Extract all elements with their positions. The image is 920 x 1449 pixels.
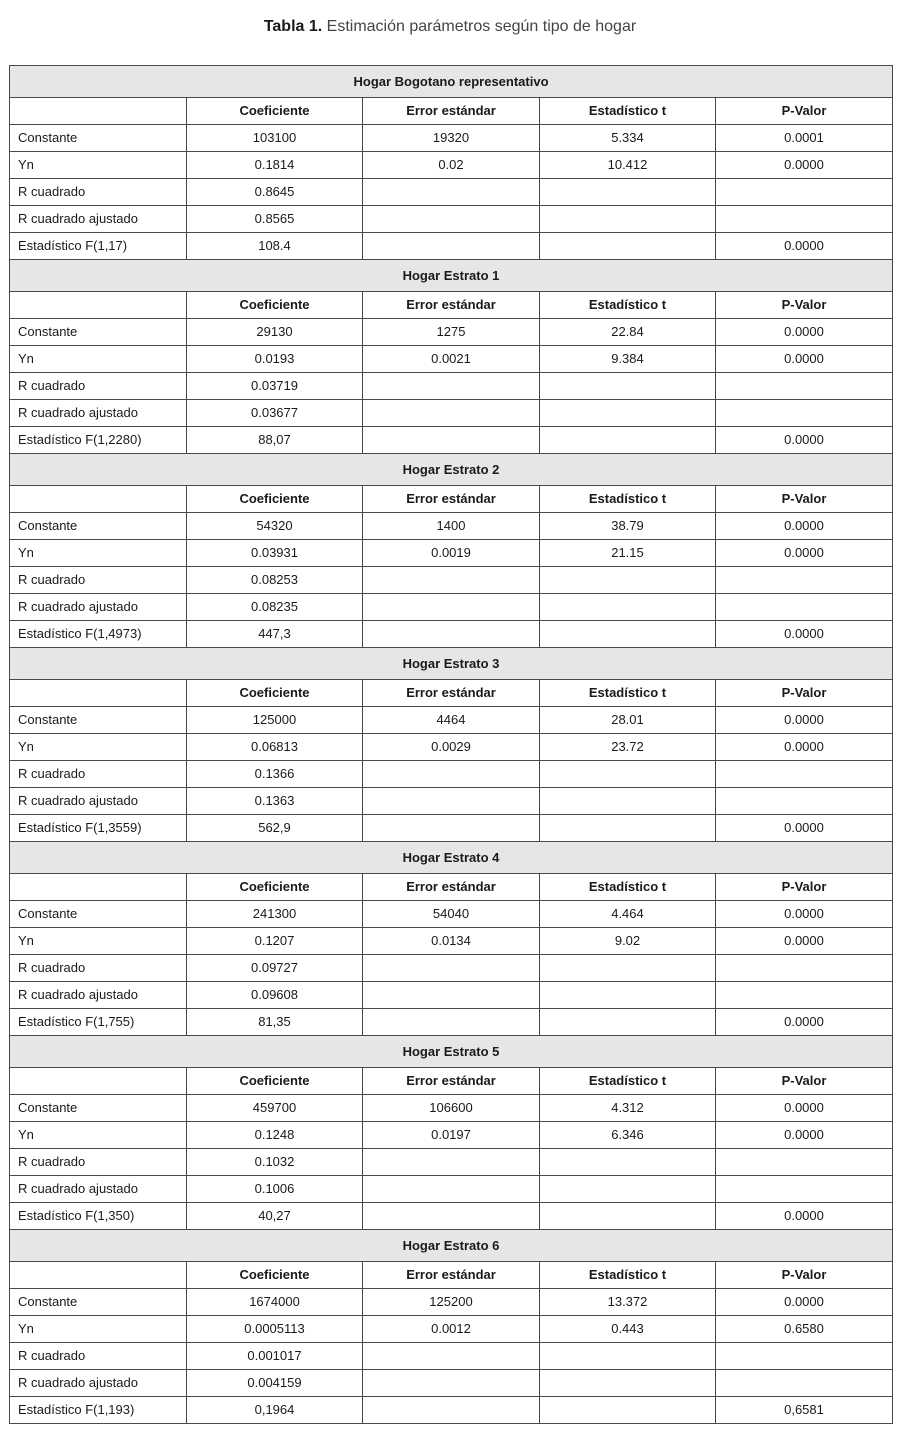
estadistico-t-cell [540,955,716,982]
p-valor-cell [716,400,893,427]
p-valor-cell: 0.0000 [716,1122,893,1149]
p-valor-cell: 0.0000 [716,346,893,373]
row-label: R cuadrado [10,179,187,206]
estadistico-t-cell [540,206,716,233]
estadistico-t-cell: 4.464 [540,901,716,928]
row-label: Constante [10,1289,187,1316]
estadistico-t-cell: 0.443 [540,1316,716,1343]
estadistico-t-cell [540,179,716,206]
coeficiente-cell: 0.03677 [187,400,363,427]
coeficiente-cell: 0,1964 [187,1397,363,1424]
table-row [10,1176,893,1203]
error-estandar-cell [363,206,540,233]
estadistico-t-cell [540,815,716,842]
error-estandar-cell: 1400 [363,513,540,540]
estadistico-t-cell: 21.15 [540,540,716,567]
row-label: R cuadrado ajustado [10,594,187,621]
table-row [10,1149,893,1176]
row-label: Yn [10,1122,187,1149]
coeficiente-cell: 0.09608 [187,982,363,1009]
coeficiente-cell: 0.1363 [187,788,363,815]
p-valor-cell: 0.0000 [716,1289,893,1316]
estadistico-t-cell: 13.372 [540,1289,716,1316]
header-blank [10,874,187,901]
header-p-valor: P-Valor [716,486,893,513]
row-label: R cuadrado [10,1149,187,1176]
error-estandar-cell [363,1203,540,1230]
p-valor-cell [716,1370,893,1397]
table-row [10,373,893,400]
p-valor-cell: 0.0000 [716,540,893,567]
table-row [10,233,893,260]
estadistico-t-cell [540,567,716,594]
row-label: R cuadrado ajustado [10,1176,187,1203]
p-valor-cell: 0,6581 [716,1397,893,1424]
header-estadistico-t: Estadístico t [540,680,716,707]
error-estandar-cell: 0.0019 [363,540,540,567]
header-blank [10,486,187,513]
estadistico-t-cell [540,594,716,621]
header-p-valor: P-Valor [716,1262,893,1289]
header-coeficiente: Coeficiente [187,874,363,901]
row-label: R cuadrado [10,567,187,594]
coeficiente-cell: 103100 [187,125,363,152]
table-caption-text: Estimación parámetros según tipo de hogar [326,18,637,35]
row-label: R cuadrado [10,373,187,400]
table-row [10,928,893,955]
table-row [10,400,893,427]
header-estadistico-t: Estadístico t [540,292,716,319]
section-header-row [10,842,893,874]
table-row [10,761,893,788]
row-label: Estadístico F(1,755) [10,1009,187,1036]
p-valor-cell [716,567,893,594]
row-label: Estadístico F(1,350) [10,1203,187,1230]
row-label: Yn [10,152,187,179]
section-title: Hogar Estrato 1 [10,260,893,292]
table-row [10,1370,893,1397]
header-error-estandar: Error estándar [363,486,540,513]
error-estandar-cell: 125200 [363,1289,540,1316]
coeficiente-cell: 81,35 [187,1009,363,1036]
table-row [10,346,893,373]
section-title: Hogar Estrato 5 [10,1036,893,1068]
p-valor-cell: 0.0000 [716,513,893,540]
estadistico-t-cell [540,1343,716,1370]
error-estandar-cell [363,815,540,842]
row-label: Constante [10,901,187,928]
coeficiente-cell: 108.4 [187,233,363,260]
estadistico-t-cell: 9.02 [540,928,716,955]
header-estadistico-t: Estadístico t [540,486,716,513]
table-row [10,1289,893,1316]
section-header-row [10,1230,893,1262]
coeficiente-cell: 0.8565 [187,206,363,233]
row-label: Constante [10,707,187,734]
estadistico-t-cell: 4.312 [540,1095,716,1122]
section-title: Hogar Estrato 6 [10,1230,893,1262]
table-row [10,955,893,982]
row-label: R cuadrado [10,761,187,788]
coeficiente-cell: 0.1248 [187,1122,363,1149]
error-estandar-cell: 0.02 [363,152,540,179]
row-label: Yn [10,928,187,955]
header-blank [10,1262,187,1289]
coeficiente-cell: 88,07 [187,427,363,454]
table-row [10,152,893,179]
estadistico-t-cell: 38.79 [540,513,716,540]
coeficiente-cell: 0.1032 [187,1149,363,1176]
section-header-row [10,1036,893,1068]
header-error-estandar: Error estándar [363,680,540,707]
table-row [10,1397,893,1424]
coeficiente-cell: 0.8645 [187,179,363,206]
row-label: R cuadrado ajustado [10,788,187,815]
table-row [10,982,893,1009]
coeficiente-cell: 0.1207 [187,928,363,955]
coeficiente-cell: 0.0193 [187,346,363,373]
row-label: R cuadrado ajustado [10,206,187,233]
coeficiente-cell: 241300 [187,901,363,928]
p-valor-cell [716,788,893,815]
header-blank [10,1068,187,1095]
table-row [10,1203,893,1230]
row-label: R cuadrado ajustado [10,400,187,427]
row-label: Yn [10,346,187,373]
p-valor-cell: 0.0000 [716,233,893,260]
p-valor-cell [716,982,893,1009]
column-header-row [10,98,893,125]
estadistico-t-cell [540,427,716,454]
header-coeficiente: Coeficiente [187,98,363,125]
estadistico-t-cell [540,761,716,788]
p-valor-cell: 0.0000 [716,1095,893,1122]
estadistico-t-cell [540,1149,716,1176]
header-blank [10,292,187,319]
error-estandar-cell: 0.0029 [363,734,540,761]
header-error-estandar: Error estándar [363,292,540,319]
row-label: Constante [10,1095,187,1122]
section-title: Hogar Estrato 2 [10,454,893,486]
row-label: R cuadrado [10,1343,187,1370]
header-error-estandar: Error estándar [363,98,540,125]
section-title: Hogar Estrato 3 [10,648,893,680]
estadistico-t-cell: 9.384 [540,346,716,373]
table-row [10,427,893,454]
table-row [10,1095,893,1122]
header-coeficiente: Coeficiente [187,1068,363,1095]
row-label: Estadístico F(1,2280) [10,427,187,454]
table-row [10,1009,893,1036]
coeficiente-cell: 0.06813 [187,734,363,761]
section-header-row [10,260,893,292]
coeficiente-cell: 0.08235 [187,594,363,621]
p-valor-cell [716,373,893,400]
coeficiente-cell: 0.1814 [187,152,363,179]
column-header-row [10,486,893,513]
table-caption [0,17,900,37]
error-estandar-cell [363,761,540,788]
error-estandar-cell [363,955,540,982]
column-header-row [10,1262,893,1289]
estadistico-t-cell [540,1009,716,1036]
row-label: R cuadrado ajustado [10,1370,187,1397]
table-row [10,540,893,567]
error-estandar-cell: 4464 [363,707,540,734]
coeficiente-cell: 54320 [187,513,363,540]
p-valor-cell: 0.0000 [716,1203,893,1230]
coeficiente-cell: 562,9 [187,815,363,842]
error-estandar-cell [363,179,540,206]
error-estandar-cell [363,982,540,1009]
p-valor-cell [716,179,893,206]
table-row [10,1316,893,1343]
estadistico-t-cell [540,1370,716,1397]
row-label: Estadístico F(1,4973) [10,621,187,648]
coeficiente-cell: 0.1366 [187,761,363,788]
header-estadistico-t: Estadístico t [540,98,716,125]
coeficiente-cell: 0.1006 [187,1176,363,1203]
section-title: Hogar Bogotano representativo [10,66,893,98]
p-valor-cell: 0.0000 [716,815,893,842]
p-valor-cell: 0.0000 [716,621,893,648]
header-error-estandar: Error estándar [363,874,540,901]
table-row [10,621,893,648]
p-valor-cell [716,594,893,621]
table-row [10,567,893,594]
coeficiente-cell: 1674000 [187,1289,363,1316]
row-label: Constante [10,513,187,540]
estadistico-t-cell [540,1397,716,1424]
estadistico-t-cell [540,621,716,648]
error-estandar-cell [363,1149,540,1176]
table-row [10,319,893,346]
table-row [10,206,893,233]
section-header-row [10,648,893,680]
estadistico-t-cell [540,982,716,1009]
estadistico-t-cell [540,788,716,815]
row-label: Constante [10,319,187,346]
row-label: Estadístico F(1,3559) [10,815,187,842]
table-body [10,66,893,1424]
table-row [10,125,893,152]
coeficiente-cell: 0.09727 [187,955,363,982]
error-estandar-cell [363,1397,540,1424]
error-estandar-cell [363,1343,540,1370]
row-label: Yn [10,540,187,567]
header-estadistico-t: Estadístico t [540,1068,716,1095]
row-label: Estadístico F(1,17) [10,233,187,260]
error-estandar-cell: 19320 [363,125,540,152]
p-valor-cell [716,206,893,233]
table-row [10,901,893,928]
p-valor-cell: 0.0000 [716,427,893,454]
error-estandar-cell [363,567,540,594]
header-coeficiente: Coeficiente [187,1262,363,1289]
error-estandar-cell [363,594,540,621]
header-p-valor: P-Valor [716,874,893,901]
table-row [10,513,893,540]
header-coeficiente: Coeficiente [187,680,363,707]
p-valor-cell: 0.0000 [716,319,893,346]
error-estandar-cell [363,788,540,815]
table-row [10,815,893,842]
estadistico-t-cell: 28.01 [540,707,716,734]
error-estandar-cell: 0.0012 [363,1316,540,1343]
table-row [10,734,893,761]
header-p-valor: P-Valor [716,292,893,319]
p-valor-cell: 0.0000 [716,734,893,761]
row-label: R cuadrado ajustado [10,982,187,1009]
header-error-estandar: Error estándar [363,1068,540,1095]
row-label: Estadístico F(1,193) [10,1397,187,1424]
section-title: Hogar Estrato 4 [10,842,893,874]
coeficiente-cell: 125000 [187,707,363,734]
p-valor-cell: 0.6580 [716,1316,893,1343]
header-error-estandar: Error estándar [363,1262,540,1289]
section-header-row [10,66,893,98]
estadistico-t-cell [540,233,716,260]
coeficiente-cell: 0.08253 [187,567,363,594]
header-p-valor: P-Valor [716,680,893,707]
p-valor-cell [716,1343,893,1370]
estadistico-t-cell: 10.412 [540,152,716,179]
error-estandar-cell [363,373,540,400]
coeficiente-cell: 459700 [187,1095,363,1122]
error-estandar-cell [363,1370,540,1397]
error-estandar-cell: 1275 [363,319,540,346]
header-estadistico-t: Estadístico t [540,1262,716,1289]
estadistico-t-cell [540,400,716,427]
table-row [10,707,893,734]
p-valor-cell [716,1176,893,1203]
p-valor-cell [716,761,893,788]
estadistico-t-cell [540,1203,716,1230]
p-valor-cell [716,955,893,982]
error-estandar-cell [363,621,540,648]
p-valor-cell: 0.0001 [716,125,893,152]
error-estandar-cell: 54040 [363,901,540,928]
row-label: Yn [10,734,187,761]
estadistico-t-cell: 22.84 [540,319,716,346]
coeficiente-cell: 40,27 [187,1203,363,1230]
p-valor-cell: 0.0000 [716,1009,893,1036]
coeficiente-cell: 0.03719 [187,373,363,400]
header-coeficiente: Coeficiente [187,292,363,319]
error-estandar-cell [363,400,540,427]
row-label: R cuadrado [10,955,187,982]
table-row [10,1122,893,1149]
coeficiente-cell: 0.03931 [187,540,363,567]
parameter-estimates-table [9,65,893,1424]
header-blank [10,680,187,707]
column-header-row [10,874,893,901]
table-row [10,594,893,621]
header-p-valor: P-Valor [716,1068,893,1095]
error-estandar-cell [363,1009,540,1036]
header-coeficiente: Coeficiente [187,486,363,513]
estadistico-t-cell: 23.72 [540,734,716,761]
section-header-row [10,454,893,486]
estadistico-t-cell [540,1176,716,1203]
coeficiente-cell: 447,3 [187,621,363,648]
row-label: Constante [10,125,187,152]
error-estandar-cell [363,427,540,454]
error-estandar-cell: 0.0197 [363,1122,540,1149]
table-caption-label: Tabla 1. [263,18,323,35]
coeficiente-cell: 0.004159 [187,1370,363,1397]
table-row [10,788,893,815]
column-header-row [10,680,893,707]
header-p-valor: P-Valor [716,98,893,125]
coeficiente-cell: 29130 [187,319,363,346]
row-label: Yn [10,1316,187,1343]
column-header-row [10,1068,893,1095]
p-valor-cell: 0.0000 [716,901,893,928]
estadistico-t-cell: 5.334 [540,125,716,152]
error-estandar-cell [363,233,540,260]
p-valor-cell: 0.0000 [716,928,893,955]
p-valor-cell: 0.0000 [716,707,893,734]
error-estandar-cell: 0.0134 [363,928,540,955]
estadistico-t-cell: 6.346 [540,1122,716,1149]
estadistico-t-cell [540,373,716,400]
coeficiente-cell: 0.001017 [187,1343,363,1370]
coeficiente-cell: 0.0005113 [187,1316,363,1343]
error-estandar-cell [363,1176,540,1203]
header-blank [10,98,187,125]
column-header-row [10,292,893,319]
error-estandar-cell: 0.0021 [363,346,540,373]
error-estandar-cell: 106600 [363,1095,540,1122]
header-estadistico-t: Estadístico t [540,874,716,901]
p-valor-cell: 0.0000 [716,152,893,179]
table-row [10,1343,893,1370]
p-valor-cell [716,1149,893,1176]
table-row [10,179,893,206]
